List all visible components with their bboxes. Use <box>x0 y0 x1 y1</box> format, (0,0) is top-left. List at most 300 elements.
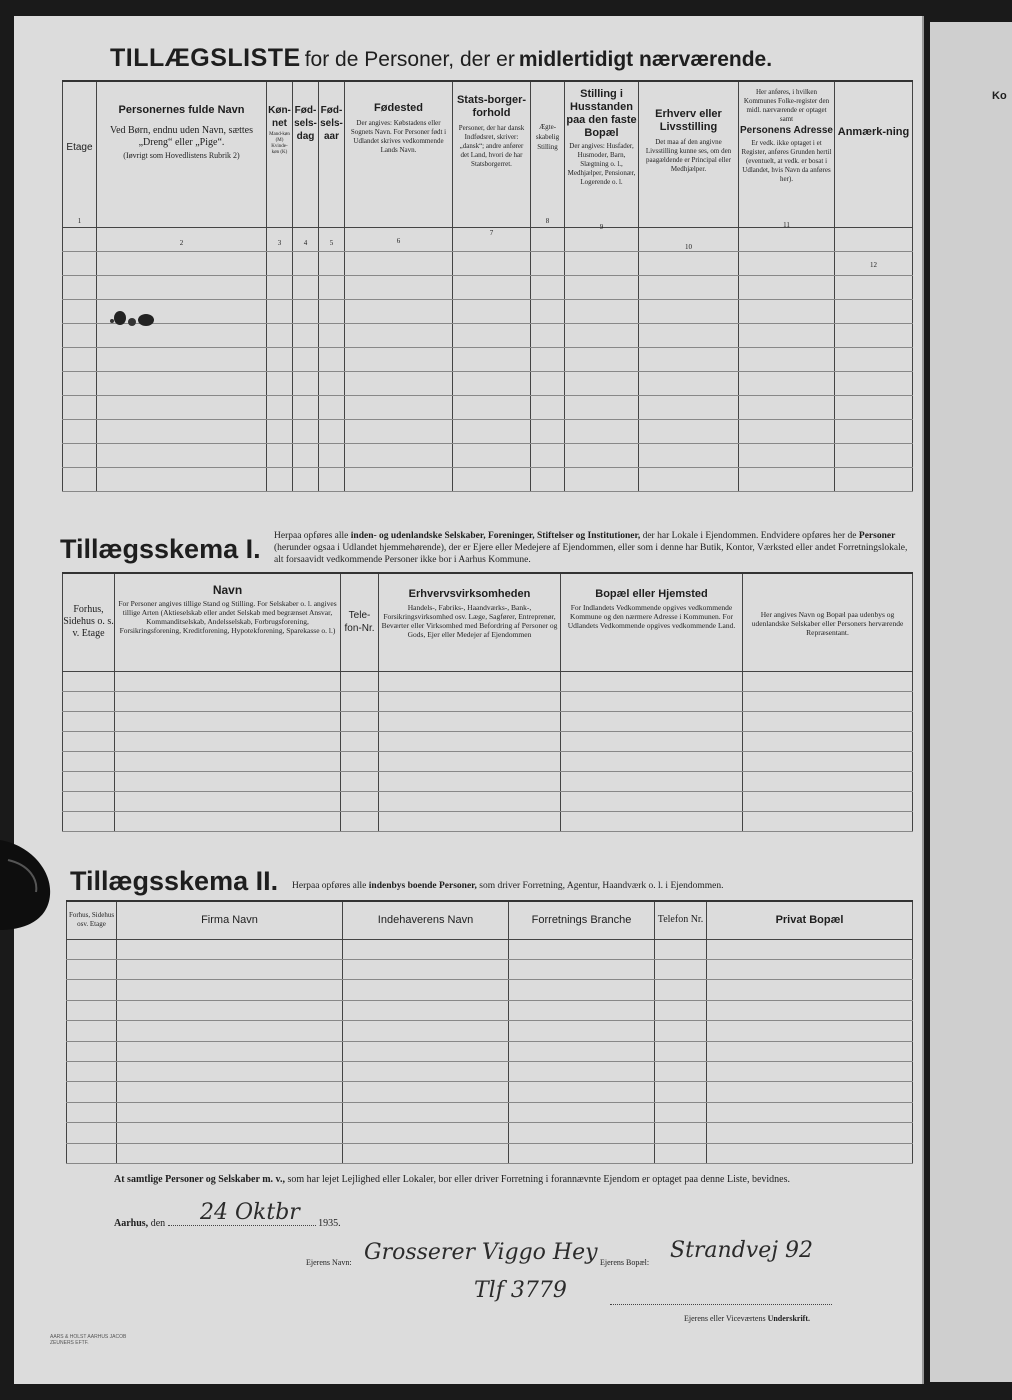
table-row <box>63 251 913 275</box>
table-cell[interactable] <box>509 1061 655 1081</box>
table-cell[interactable] <box>509 1000 655 1020</box>
table-cell[interactable] <box>739 395 835 419</box>
signature-label <box>684 1314 810 1323</box>
table-cell[interactable] <box>743 711 913 731</box>
table-row <box>63 395 913 419</box>
table-cell[interactable] <box>319 371 345 395</box>
table-cell[interactable] <box>293 419 319 443</box>
printer-imprint: AARS & HOLST AARHUS JACOB ZEUNERS EFTF. <box>50 1334 127 1346</box>
table-cell[interactable] <box>63 371 97 395</box>
desc-part: som driver Forretning, Agentur, Haandværk o. l. i Ejendommen. <box>476 881 724 891</box>
s1-col-navn-head: Navn <box>212 583 243 597</box>
table-cell[interactable] <box>67 980 117 1000</box>
table-cell[interactable] <box>531 395 565 419</box>
table-cell[interactable] <box>345 467 453 491</box>
table-cell[interactable] <box>379 751 561 771</box>
table-cell[interactable] <box>117 1082 343 1102</box>
table-cell[interactable] <box>509 1021 655 1041</box>
s1-col-repraesentant <box>743 573 913 671</box>
table-cell[interactable] <box>293 299 319 323</box>
col-anmaerkning-head: Anmærk-ning <box>837 126 910 138</box>
table-cell[interactable] <box>67 1143 117 1163</box>
table-cell[interactable] <box>655 1061 707 1081</box>
table-cell[interactable] <box>97 467 267 491</box>
table-cell[interactable] <box>655 1123 707 1143</box>
table-cell[interactable] <box>63 323 97 347</box>
table-cell[interactable] <box>67 959 117 979</box>
table-cell[interactable] <box>267 371 293 395</box>
table-cell[interactable] <box>345 323 453 347</box>
desc-part: Herpaa opføres alle <box>274 531 351 541</box>
table-cell[interactable] <box>117 1021 343 1041</box>
table-cell[interactable] <box>343 1000 509 1020</box>
table-cell[interactable] <box>67 1021 117 1041</box>
col-num: 2 <box>179 238 184 247</box>
table-cell[interactable] <box>115 671 341 691</box>
table-cell[interactable] <box>345 275 453 299</box>
table-cell[interactable] <box>531 371 565 395</box>
table-cell[interactable] <box>639 395 739 419</box>
table-row <box>63 791 913 811</box>
table-cell[interactable] <box>565 347 639 371</box>
table-cell[interactable] <box>343 1021 509 1041</box>
col-foedselsaar-head: Fød-sels-aar <box>320 105 343 142</box>
table-cell[interactable] <box>345 371 453 395</box>
table-cell[interactable] <box>565 419 639 443</box>
table-cell[interactable] <box>97 371 267 395</box>
table-cell[interactable] <box>63 467 97 491</box>
table-cell[interactable] <box>655 1143 707 1163</box>
s1-col-erhverv <box>379 573 561 671</box>
table-cell[interactable] <box>293 347 319 371</box>
table-cell[interactable] <box>117 1123 343 1143</box>
table-cell[interactable] <box>345 299 453 323</box>
table-cell[interactable] <box>341 671 379 691</box>
table-cell[interactable] <box>453 371 531 395</box>
table-cell[interactable] <box>707 939 913 959</box>
table-cell[interactable] <box>341 811 379 831</box>
thumb-shadow <box>0 830 60 940</box>
table-cell[interactable] <box>319 299 345 323</box>
table-cell[interactable] <box>509 980 655 1000</box>
table-cell[interactable] <box>739 419 835 443</box>
table-cell[interactable] <box>531 347 565 371</box>
table-cell[interactable] <box>565 275 639 299</box>
table-cell[interactable] <box>509 939 655 959</box>
table-row <box>63 371 913 395</box>
table-cell[interactable] <box>639 347 739 371</box>
owner-address-label: Ejerens Bopæl: <box>600 1258 650 1267</box>
table-cell[interactable] <box>343 1041 509 1061</box>
table-cell[interactable] <box>267 251 293 275</box>
table-cell[interactable] <box>345 395 453 419</box>
table-row <box>63 731 913 751</box>
table-cell[interactable] <box>531 443 565 467</box>
table-cell[interactable] <box>293 395 319 419</box>
table-cell[interactable] <box>561 791 743 811</box>
table-cell[interactable] <box>267 347 293 371</box>
table-cell[interactable] <box>115 711 341 731</box>
desc-part: (herunder ogsaa i Udlandet hjemmehørende), der er Ejere eller Medejere af Ejendommen, eller som i denne har Butik, Kontor, Værksted eller andet Forretningslokale, alt forsaavidt vedkommende Personer ikke bor i Aarhus Kommune. <box>274 543 908 565</box>
table-cell[interactable] <box>341 691 379 711</box>
table-cell[interactable] <box>561 671 743 691</box>
table-cell[interactable] <box>63 711 115 731</box>
table-cell[interactable] <box>453 299 531 323</box>
table-cell[interactable] <box>379 731 561 751</box>
table-row <box>67 1041 913 1061</box>
table-cell[interactable] <box>117 1041 343 1061</box>
table-cell[interactable] <box>707 1021 913 1041</box>
table-cell[interactable] <box>319 323 345 347</box>
table-cell[interactable] <box>739 347 835 371</box>
table-cell[interactable] <box>63 811 115 831</box>
table-cell[interactable] <box>565 299 639 323</box>
desc-part-bold: indenbys boende Personer, <box>368 881 477 891</box>
table-cell[interactable] <box>561 751 743 771</box>
table-cell[interactable] <box>345 419 453 443</box>
table-cell[interactable] <box>63 731 115 751</box>
table-cell[interactable] <box>67 1102 117 1122</box>
table-cell[interactable] <box>97 419 267 443</box>
col-num: 8 <box>545 216 550 225</box>
s2-col-bopael-label: Privat Bopæl <box>775 914 844 927</box>
table-cell[interactable] <box>341 791 379 811</box>
col-etage-label: Etage <box>66 141 93 153</box>
table-cell[interactable] <box>743 811 913 831</box>
table-cell[interactable] <box>835 347 913 371</box>
table-cell[interactable] <box>341 711 379 731</box>
table-cell[interactable] <box>115 691 341 711</box>
table-cell[interactable] <box>117 939 343 959</box>
table-cell[interactable] <box>655 939 707 959</box>
table-cell[interactable] <box>117 1000 343 1020</box>
table-cell[interactable] <box>707 980 913 1000</box>
table-cell[interactable] <box>739 323 835 347</box>
s2-col-etage <box>67 901 117 939</box>
table-row <box>67 980 913 1000</box>
table-cell[interactable] <box>639 467 739 491</box>
table-cell[interactable] <box>639 419 739 443</box>
table-cell[interactable] <box>97 347 267 371</box>
table-cell[interactable] <box>63 275 97 299</box>
table-cell[interactable] <box>319 275 345 299</box>
table-cell[interactable] <box>835 275 913 299</box>
col-num: 10 <box>685 242 692 251</box>
table-cell[interactable] <box>379 811 561 831</box>
table-cell[interactable] <box>509 1041 655 1061</box>
den-label: den <box>150 1218 166 1229</box>
table-cell[interactable] <box>739 275 835 299</box>
table-cell[interactable] <box>343 1061 509 1081</box>
table-cell[interactable] <box>743 691 913 711</box>
table-cell[interactable] <box>565 323 639 347</box>
col-foedselsaar <box>319 81 345 247</box>
table-row <box>67 1000 913 1020</box>
col-stilling-head: Stilling i Husstanden paa den faste Bopæl <box>566 88 637 139</box>
table-cell[interactable] <box>453 395 531 419</box>
table-cell[interactable] <box>707 1041 913 1061</box>
table-cell[interactable] <box>67 1082 117 1102</box>
table-cell[interactable] <box>343 1123 509 1143</box>
skema2-desc <box>292 880 912 892</box>
table-cell[interactable] <box>509 1143 655 1163</box>
col-etage <box>63 81 97 227</box>
table-cell[interactable] <box>565 467 639 491</box>
table-cell[interactable] <box>835 443 913 467</box>
table-cell[interactable] <box>117 1143 343 1163</box>
table-cell[interactable] <box>67 939 117 959</box>
table-cell[interactable] <box>343 980 509 1000</box>
table-cell[interactable] <box>63 395 97 419</box>
table-cell[interactable] <box>739 227 835 251</box>
col-foedselsdag-head: Fød-sels-dag <box>294 105 317 142</box>
desc-part-bold: inden- og udenlandske Selskaber, Foreninger, Stiftelser og Institutioner, <box>350 531 641 541</box>
handwritten-date: 24 Oktbr <box>200 1200 300 1225</box>
table-cell[interactable] <box>97 443 267 467</box>
table-cell[interactable] <box>345 443 453 467</box>
table-cell[interactable] <box>63 443 97 467</box>
table-cell[interactable] <box>707 959 913 979</box>
table-cell[interactable] <box>267 395 293 419</box>
table-cell[interactable] <box>743 791 913 811</box>
table-cell[interactable] <box>707 1082 913 1102</box>
table-cell[interactable] <box>115 791 341 811</box>
table-cell[interactable] <box>835 323 913 347</box>
table-cell[interactable] <box>739 371 835 395</box>
table-cell[interactable] <box>343 1143 509 1163</box>
table-cell[interactable] <box>453 443 531 467</box>
table-cell[interactable] <box>531 323 565 347</box>
table-cell[interactable] <box>531 467 565 491</box>
table-cell[interactable] <box>115 751 341 771</box>
col-foedselsdag <box>293 81 319 247</box>
table-cell[interactable] <box>343 939 509 959</box>
table-cell[interactable] <box>63 419 97 443</box>
table-cell[interactable] <box>345 347 453 371</box>
table-cell[interactable] <box>531 227 565 251</box>
table-cell[interactable] <box>655 1021 707 1041</box>
table-cell[interactable] <box>319 347 345 371</box>
table-cell[interactable] <box>343 1102 509 1122</box>
s1-col-telefon <box>341 573 379 671</box>
table-cell[interactable] <box>453 347 531 371</box>
table-cell[interactable] <box>509 959 655 979</box>
table-cell[interactable] <box>453 275 531 299</box>
table-cell[interactable] <box>267 299 293 323</box>
table-row <box>63 443 913 467</box>
table-cell[interactable] <box>63 347 97 371</box>
table-cell[interactable] <box>639 251 739 275</box>
table-cell[interactable] <box>379 771 561 791</box>
table-cell[interactable] <box>117 1102 343 1122</box>
col-erhverv-head: Erhverv eller Livsstilling <box>655 108 722 133</box>
col-navn <box>97 81 267 247</box>
table-cell[interactable] <box>267 275 293 299</box>
table-cell[interactable] <box>707 1061 913 1081</box>
table-cell[interactable] <box>267 443 293 467</box>
s2-col-firma <box>117 901 343 939</box>
table-cell[interactable] <box>509 1082 655 1102</box>
table-cell[interactable] <box>343 959 509 979</box>
table-cell[interactable] <box>115 771 341 791</box>
table-cell[interactable] <box>117 959 343 979</box>
table-cell[interactable] <box>319 395 345 419</box>
table-cell[interactable] <box>341 751 379 771</box>
table-cell[interactable] <box>561 731 743 751</box>
table-cell[interactable] <box>835 419 913 443</box>
table-cell[interactable] <box>561 811 743 831</box>
table-cell[interactable] <box>639 323 739 347</box>
col-num: 1 <box>77 216 82 225</box>
date-dotline <box>168 1225 316 1226</box>
table-cell[interactable] <box>63 671 115 691</box>
table-cell[interactable] <box>341 731 379 751</box>
owner-name-label: Ejerens Navn: <box>306 1258 352 1267</box>
table-cell[interactable] <box>345 251 453 275</box>
table-cell[interactable] <box>655 1000 707 1020</box>
table-cell[interactable] <box>63 751 115 771</box>
table-cell[interactable] <box>655 1041 707 1061</box>
table-cell[interactable] <box>293 371 319 395</box>
table-cell[interactable] <box>655 1102 707 1122</box>
table-cell[interactable] <box>639 275 739 299</box>
col-koen-head: Køn-net <box>268 105 291 129</box>
col-num: 12 <box>870 260 877 269</box>
table-row <box>63 691 913 711</box>
table-cell[interactable] <box>565 371 639 395</box>
table-cell[interactable] <box>267 467 293 491</box>
table-cell[interactable] <box>453 467 531 491</box>
year-label: 1935. <box>318 1218 341 1229</box>
table-cell[interactable] <box>267 419 293 443</box>
table-cell[interactable] <box>743 771 913 791</box>
table-cell[interactable] <box>531 275 565 299</box>
table-cell[interactable] <box>319 251 345 275</box>
handwritten-owner-name: Grosserer Viggo Hey <box>364 1240 598 1265</box>
table-cell[interactable] <box>739 251 835 275</box>
table-cell[interactable] <box>63 691 115 711</box>
table-cell[interactable] <box>293 323 319 347</box>
table-cell[interactable] <box>293 443 319 467</box>
table-cell[interactable] <box>379 671 561 691</box>
table-cell[interactable] <box>561 711 743 731</box>
title-big: TILLÆGSLISTE <box>110 44 301 72</box>
table-cell[interactable] <box>835 467 913 491</box>
table-cell[interactable] <box>565 443 639 467</box>
table-cell[interactable] <box>63 771 115 791</box>
table-cell[interactable] <box>639 371 739 395</box>
table-cell[interactable] <box>379 791 561 811</box>
handwritten-owner-address: Strandvej 92 <box>670 1238 814 1263</box>
table-cell[interactable] <box>531 251 565 275</box>
table-cell[interactable] <box>743 751 913 771</box>
table-cell[interactable] <box>67 1061 117 1081</box>
table-cell[interactable] <box>509 1123 655 1143</box>
table-cell[interactable] <box>63 227 97 251</box>
table-cell[interactable] <box>531 419 565 443</box>
table-cell[interactable] <box>707 1102 913 1122</box>
table-cell[interactable] <box>639 299 739 323</box>
table-cell[interactable] <box>63 299 97 323</box>
table-cell[interactable] <box>341 771 379 791</box>
table-cell[interactable] <box>655 1082 707 1102</box>
table-cell[interactable] <box>707 1000 913 1020</box>
table-cell[interactable] <box>655 980 707 1000</box>
table-cell[interactable] <box>97 251 267 275</box>
table-cell[interactable] <box>835 371 913 395</box>
s2-col-etage-label: Forhus, Sidehus osv. Etage <box>68 911 115 929</box>
table-cell[interactable] <box>743 671 913 691</box>
table-cell[interactable] <box>67 1000 117 1020</box>
col-num: 5 <box>329 238 334 247</box>
table-cell[interactable] <box>63 791 115 811</box>
table-cell[interactable] <box>655 959 707 979</box>
col-stilling <box>565 81 639 231</box>
table-cell[interactable] <box>565 395 639 419</box>
table-row <box>63 771 913 791</box>
table-cell[interactable] <box>531 299 565 323</box>
table-cell[interactable] <box>835 299 913 323</box>
col-erhverv-note: Det maa af den angivne Livsstilling kunne ses, om den paagældende er Principal eller Medhjælper. <box>645 138 732 173</box>
table-cell[interactable] <box>379 711 561 731</box>
skema2-title: Tillægsskema II. <box>70 866 279 896</box>
s1-col-erhverv-note: Handels-, Fabriks-, Haandværks-, Bank-, Forsikringsvirksomhed osv. Læge, Sagfører, Entreprenør, Beværter eller Virksomhed med Befordring af Personer og Gods, Ejer eller Medejer af Ejendommen <box>381 603 558 639</box>
table-cell[interactable] <box>453 251 531 275</box>
table-cell[interactable] <box>67 1123 117 1143</box>
table-cell[interactable] <box>743 731 913 751</box>
table-cell[interactable] <box>639 443 739 467</box>
table-cell[interactable] <box>115 811 341 831</box>
table-cell[interactable] <box>343 1082 509 1102</box>
title-bold: midlertidigt nærværende. <box>518 48 773 71</box>
table-cell[interactable] <box>453 419 531 443</box>
table-cell[interactable] <box>319 467 345 491</box>
table-cell[interactable] <box>293 251 319 275</box>
table-cell[interactable] <box>293 275 319 299</box>
table-cell[interactable] <box>97 275 267 299</box>
table-cell[interactable] <box>117 980 343 1000</box>
main-table <box>62 80 913 492</box>
table-cell[interactable] <box>97 395 267 419</box>
table-cell[interactable] <box>561 771 743 791</box>
table-cell[interactable] <box>565 251 639 275</box>
s1-col-bopael-note: For Indlandets Vedkommende opgives vedkommende Kommune og den nærmere Adresse i Kommunen. For Udlandets Vedkommende opgives vedkommende Land. <box>567 603 736 630</box>
table-cell[interactable] <box>739 443 835 467</box>
table-cell[interactable] <box>453 323 531 347</box>
table-cell[interactable] <box>267 323 293 347</box>
table-cell[interactable] <box>739 299 835 323</box>
table-cell[interactable] <box>117 1061 343 1081</box>
table-cell[interactable] <box>707 1143 913 1163</box>
table-cell[interactable] <box>561 691 743 711</box>
table-cell[interactable] <box>379 691 561 711</box>
table-cell[interactable] <box>319 419 345 443</box>
table-row <box>67 959 913 979</box>
col-statsborger-note: Personer, der har dansk Indfødsret, skriver: „dansk“; andre anfører det Land, hvori de har Statsborgerret. <box>458 124 525 168</box>
s2-col-telefon-label: Telefon Nr. <box>657 914 704 926</box>
table-row <box>67 1021 913 1041</box>
col-stilling-note: Der angives: Husfader, Husmoder, Barn, Slægtning o. l., Medhjælper, Pensionær, Logerende o. l. <box>567 142 636 186</box>
table-cell[interactable] <box>835 395 913 419</box>
table-cell[interactable] <box>707 1123 913 1143</box>
table-cell[interactable] <box>115 731 341 751</box>
table-cell[interactable] <box>739 467 835 491</box>
table-cell[interactable] <box>63 251 97 275</box>
table-cell[interactable] <box>293 467 319 491</box>
table-cell[interactable] <box>67 1041 117 1061</box>
table-cell[interactable] <box>509 1102 655 1122</box>
table-cell[interactable] <box>319 443 345 467</box>
